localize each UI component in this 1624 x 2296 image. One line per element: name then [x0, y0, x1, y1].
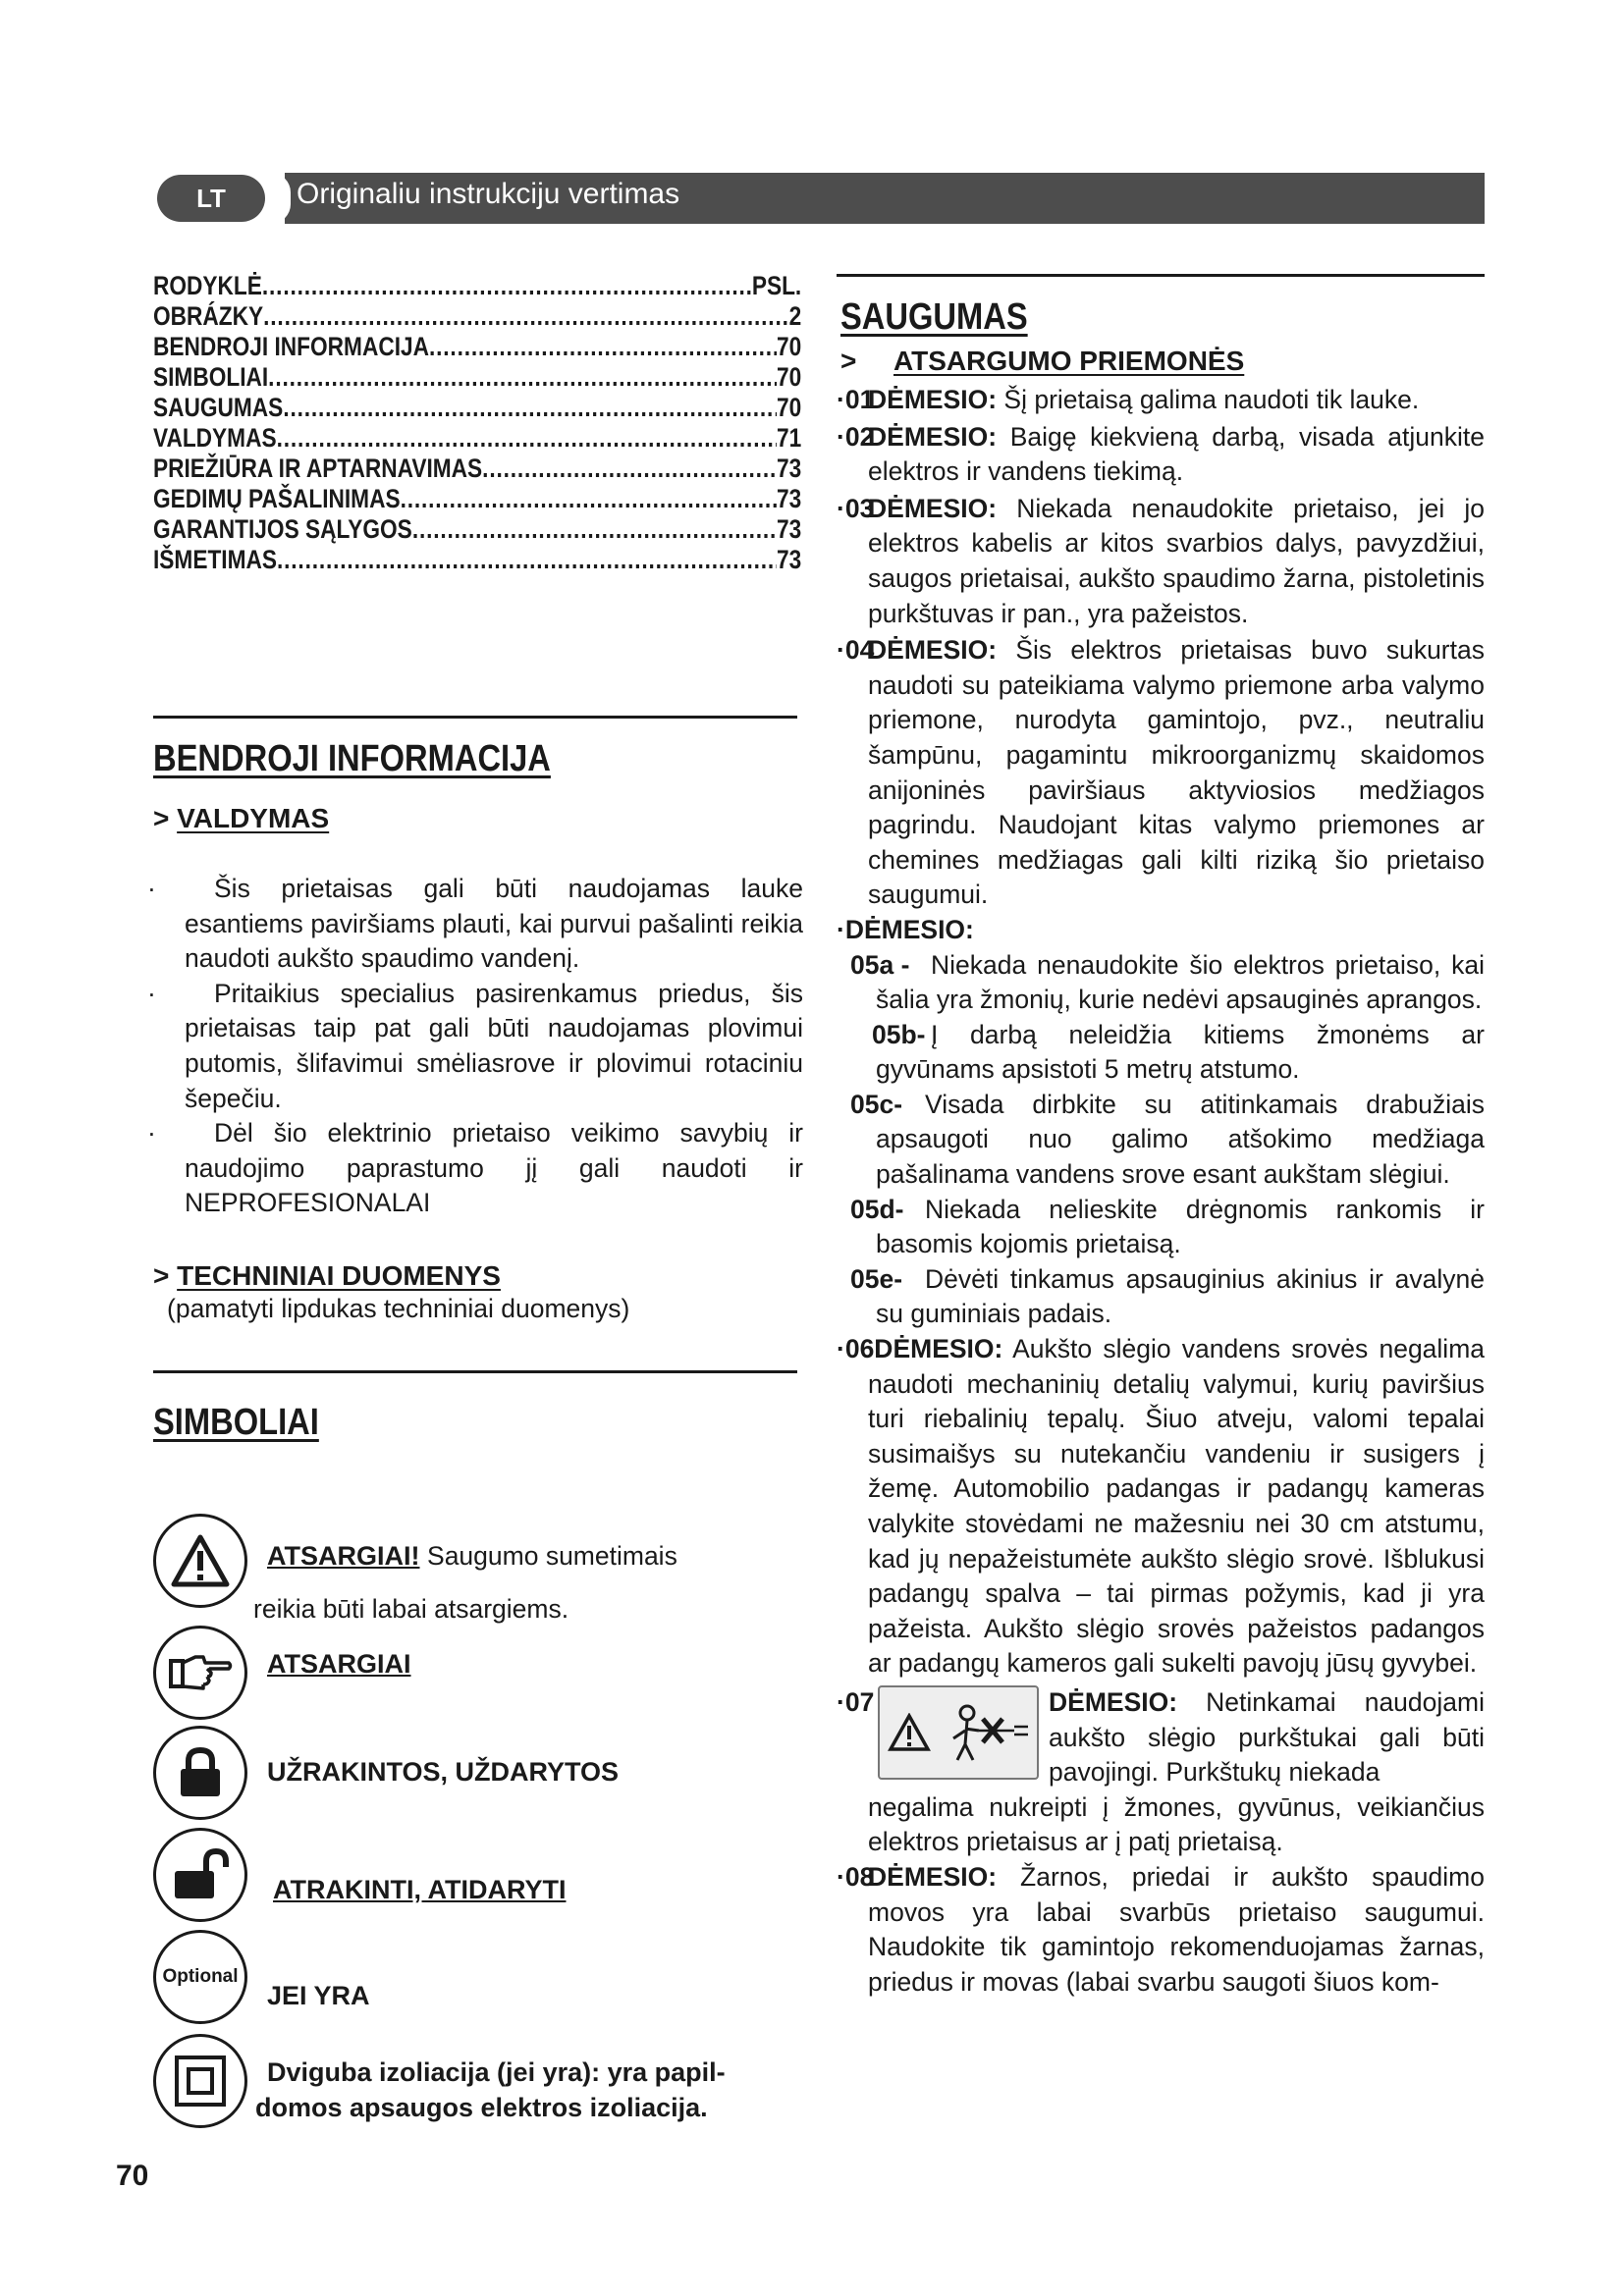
toc-label: SIMBOLIAI: [153, 362, 269, 392]
optional-icon-text: Optional: [162, 1966, 239, 1987]
toc-row: [153, 332, 801, 362]
safety-item-08: [837, 1860, 1485, 2000]
double-square-icon: [173, 2054, 228, 2109]
safety-item-02: [837, 420, 1485, 490]
section-title-general: BENDROJI INFORMACIJA: [153, 738, 551, 779]
toc-row: [153, 514, 801, 545]
item-code: 05d-: [850, 1194, 904, 1224]
item-code: 05a -: [850, 949, 910, 980]
header-title: Originaliu instrukciju vertimas: [297, 178, 680, 210]
item-text: Baigę kiekvieną darbą, visada atjunkite elektros ir vandens tiekimą.: [868, 421, 1485, 487]
toc-page: 70: [777, 393, 802, 422]
bullet-dot: ·: [147, 978, 156, 1008]
toc-leader: [482, 454, 777, 484]
caution-label: ATSARGIAI: [267, 1649, 411, 1679]
bullet-text: Šis prietaisas gali būti naudojamas lauke esantiems paviršiams plauti, kai purvui pašalinti reikia naudoti aukšto spaudimo vandenį.: [185, 874, 803, 974]
item-text: Niekada nenaudokite prietaiso, jei jo elektros kabelis ar kitos svarbios dalys, pavyzdžiui, saugos prietaisai, aukšto spaudimo žarna, pistoletinis purkštuvas ir pan., yra pažeistos.: [868, 493, 1485, 628]
section-title-symbols: SIMBOLIAI: [153, 1402, 319, 1443]
item-number: ·02: [837, 421, 875, 452]
item-text: Netinkamai naudojami aukšto slėgio purkštukai gali būti pavojingi. Purkštukų niekada: [1049, 1686, 1485, 1788]
toc-row: [153, 454, 801, 484]
pressure-warning-pictogram: [878, 1685, 1039, 1780]
toc-page: 73: [777, 514, 802, 544]
safety-item-05b: [837, 1018, 1485, 1088]
toc-leader: [268, 362, 777, 393]
toc-leader: [277, 423, 777, 454]
item-label: DĖMESIO:: [868, 385, 998, 414]
caution-symbol: [153, 1626, 247, 1720]
safety-item-05-heading: ·DĖMESIO:: [837, 914, 974, 944]
subsection-precautions: [840, 346, 1244, 377]
bullet-dot: ·: [147, 1118, 156, 1148]
subsection-label: TECHNINIAI DUOMENYS: [177, 1260, 501, 1291]
section-divider: [153, 716, 797, 719]
item-text: Šį prietaisą galima naudoti tik lauke.: [1003, 385, 1420, 414]
safety-item-05d: [837, 1193, 1485, 1262]
subsection-label: ATSARGUMO PRIEMONĖS: [893, 346, 1245, 376]
optional-label: JEI YRA: [267, 1981, 370, 2010]
toc-label: PRIEŽIŪRA IR APTARNAVIMAS: [153, 454, 483, 483]
section-divider: [837, 274, 1485, 277]
toc-row: [153, 271, 801, 301]
subsection-technical: [153, 1260, 501, 1292]
general-bullet-list: [147, 872, 803, 1221]
safety-item-03: [837, 492, 1485, 631]
item-text: Dėvėti tinkamus apsauginius akinius ir avalynė su guminiais padais.: [876, 1263, 1485, 1329]
section-divider: [153, 1370, 797, 1373]
toc-leader: [401, 484, 777, 514]
item-code: 05e-: [850, 1263, 903, 1294]
toc-leader: [412, 514, 777, 545]
item-number: ·01: [837, 385, 875, 414]
item-label: DĖMESIO:: [868, 493, 998, 523]
bullet-dot: ·: [147, 874, 156, 903]
toc-label: OBRÁZKY: [153, 301, 264, 331]
item-code: 05c-: [850, 1089, 903, 1119]
subsection-marker: >: [153, 1260, 170, 1291]
warning-triangle-icon: [170, 1533, 231, 1588]
item-number: ·07: [837, 1686, 875, 1717]
toc-label: VALDYMAS: [153, 423, 277, 453]
warning-symbol: [153, 1514, 247, 1608]
item-label: DĖMESIO:: [868, 635, 998, 666]
double-insulation-line2: domos apsaugos elektros izoliacija.: [255, 2093, 708, 2122]
double-insulation-line1: Dviguba izoliacija (jei yra): yra papil-: [267, 2057, 726, 2087]
toc-row: [153, 362, 801, 393]
item-label: DĖMESIO:: [868, 1861, 998, 1892]
item-text: Į darbą neleidžia kitiems žmonėms ar gyvūnams apsistoti 5 metrų atstumo.: [876, 1019, 1485, 1085]
toc-page: 71: [777, 423, 802, 453]
item-text: Šis elektros prietaisas buvo sukurtas naudoti su pateikiama valymo priemone arba valymo priemone, nurodyta gamintojo, pvz., neutraliu šampūnu, pagamintu mikroorganizmų skaidomos anijoninės paviršiaus aktyviosios medžiagos pagrindu. Naudojant kitas valymo priemones ar chemines medžiagas gali kilti riziką šio prietaiso saugumui.: [868, 635, 1485, 910]
toc-page: 70: [777, 332, 802, 361]
toc-leader: [283, 393, 777, 423]
toc-row: [153, 484, 801, 514]
subsection-marker: >: [153, 803, 170, 833]
list-item: [147, 1116, 803, 1221]
locked-label: UŽRAKINTOS, UŽDARYTOS: [267, 1757, 620, 1787]
safety-item-07: [837, 1685, 1485, 1860]
toc-leader: [277, 545, 777, 575]
item-number: ·03: [837, 493, 875, 523]
spray-person-icon: [946, 1701, 1030, 1764]
safety-item-05e: [837, 1262, 1485, 1332]
safety-item-05a: [837, 948, 1485, 1018]
bullet-text: Dėl šio elektrinio prietaiso veikimo savybių ir naudojimo paprastumo jį gali naudoti ir NEPROFESIONALAI: [185, 1118, 803, 1218]
toc-page: 73: [777, 545, 802, 574]
warning-text: Saugumo sumetimais: [427, 1541, 677, 1571]
toc-label: GARANTIJOS SĄLYGOS: [153, 514, 412, 544]
toc-page: 73: [777, 454, 802, 483]
pointing-hand-icon: [168, 1651, 233, 1694]
item-number: ·08: [837, 1861, 875, 1892]
page-number: 70: [116, 2160, 149, 2192]
padlock-open-icon: [171, 1847, 230, 1902]
subsection-valdymas: [153, 803, 329, 834]
toc-label: IŠMETIMAS: [153, 545, 278, 574]
toc-leader: [429, 332, 777, 362]
item-number: ·04: [837, 635, 875, 666]
unlocked-symbol: [153, 1828, 247, 1922]
warning-label: [267, 1541, 677, 1572]
subsection-marker: >: [840, 346, 857, 376]
item-text: Niekada nelieskite drėgnomis rankomis ir basomis kojomis prietaisą.: [876, 1194, 1485, 1259]
toc-label: RODYKLĖ: [153, 271, 262, 300]
item-label: DĖMESIO:: [1049, 1686, 1178, 1717]
item-text: Visada dirbkite su atitinkamais drabužiais apsaugoti nuo galimo atšokimo medžiaga pašalinama vandens srove esant aukštam slėgiui.: [876, 1089, 1485, 1190]
list-item: [147, 977, 803, 1116]
toc-label: BENDROJI INFORMACIJA: [153, 332, 430, 361]
list-item: [147, 872, 803, 977]
item-text: Žarnos, priedai ir aukšto spaudimo movos yra labai svarbūs prietaiso saugumui. Naudokite tik gamintojo rekomenduojamas žarnas, priedus ir movas (labai svarbu saugoti šiuos kom-: [868, 1861, 1485, 1997]
safety-item-06: [837, 1332, 1485, 1682]
item-number: ·06DĖMESIO:: [837, 1334, 1003, 1364]
safety-item-05c: [837, 1088, 1485, 1193]
safety-item-04: [837, 633, 1485, 913]
toc-page: 70: [777, 362, 802, 392]
warning-title: ATSARGIAI!: [267, 1541, 420, 1571]
padlock-closed-icon: [176, 1745, 225, 1800]
subsection-label: VALDYMAS: [177, 803, 330, 833]
toc-page: PSL.: [751, 271, 802, 300]
double-insulation-symbol: [153, 2034, 247, 2128]
toc-label: GEDIMŲ PAŠALINIMAS: [153, 484, 401, 513]
item-code: 05b-: [872, 1019, 926, 1049]
unlocked-label: ATRAKINTI, ATIDARYTI: [273, 1875, 567, 1904]
safety-list: [837, 383, 1485, 2000]
toc-row: [153, 423, 801, 454]
toc-label: SAUGUMAS: [153, 393, 284, 422]
safety-item-01: [837, 383, 1485, 418]
item-label: DĖMESIO:: [868, 421, 998, 452]
item-text: Aukšto slėgio vandens srovės negalima naudoti mechaninių detalių valymui, kurių paviršius turi riebalinių tepalų. Šiuo atveju, valomi tepalai susimaišys su nutekančiu vandeniu ir susigers į žemę. Automobilio padangas ir padangų kameras valykite stovėdami ne mažesniu nei 30 cm atstumu, kad jų nepažeistumėte aukšto slėgio srovė. Išblukusi padangų spalva – tai pirmas požymis, kad ji yra pažeista. Aukšto slėgio srovės pažeistos padangos ar padangų kameros gali sukelti pavojų jūsų gyvybei.: [868, 1334, 1486, 1679]
toc-row: [153, 393, 801, 423]
toc-page: 73: [777, 484, 802, 513]
locked-symbol: [153, 1726, 247, 1820]
section-title-safety: SAUGUMAS: [840, 296, 1028, 338]
item-text-continued: negalima nukreipti į žmones, gyvūnus, veikiančius elektros prietaisus ar į patį prietaisą.: [868, 1791, 1485, 1857]
language-badge: LT: [157, 175, 265, 222]
toc-row: [153, 301, 801, 332]
optional-symbol: [153, 1930, 247, 2024]
warning-triangle-icon: [888, 1713, 931, 1752]
warning-text-continued: reikia būti labai atsargiems.: [253, 1594, 569, 1624]
table-of-contents: [153, 271, 801, 575]
item-text: Niekada nenaudokite šio elektros prietaiso, kai šalia yra žmonių, kurie nedėvi apsauginės aprangos.: [876, 949, 1485, 1015]
bullet-text: Pritaikius specialius pasirenkamus priedus, šis prietaisas taip pat gali būti naudojamas plovimui putomis, šlifavimui smėliasrove ir plovimui rotaciniu šepečiu.: [185, 978, 803, 1113]
toc-leader: [262, 271, 752, 301]
toc-page: 2: [788, 301, 802, 331]
toc-leader: [263, 301, 788, 332]
toc-row: [153, 545, 801, 575]
technical-note: (pamatyti lipdukas techniniai duomenys): [167, 1294, 630, 1323]
